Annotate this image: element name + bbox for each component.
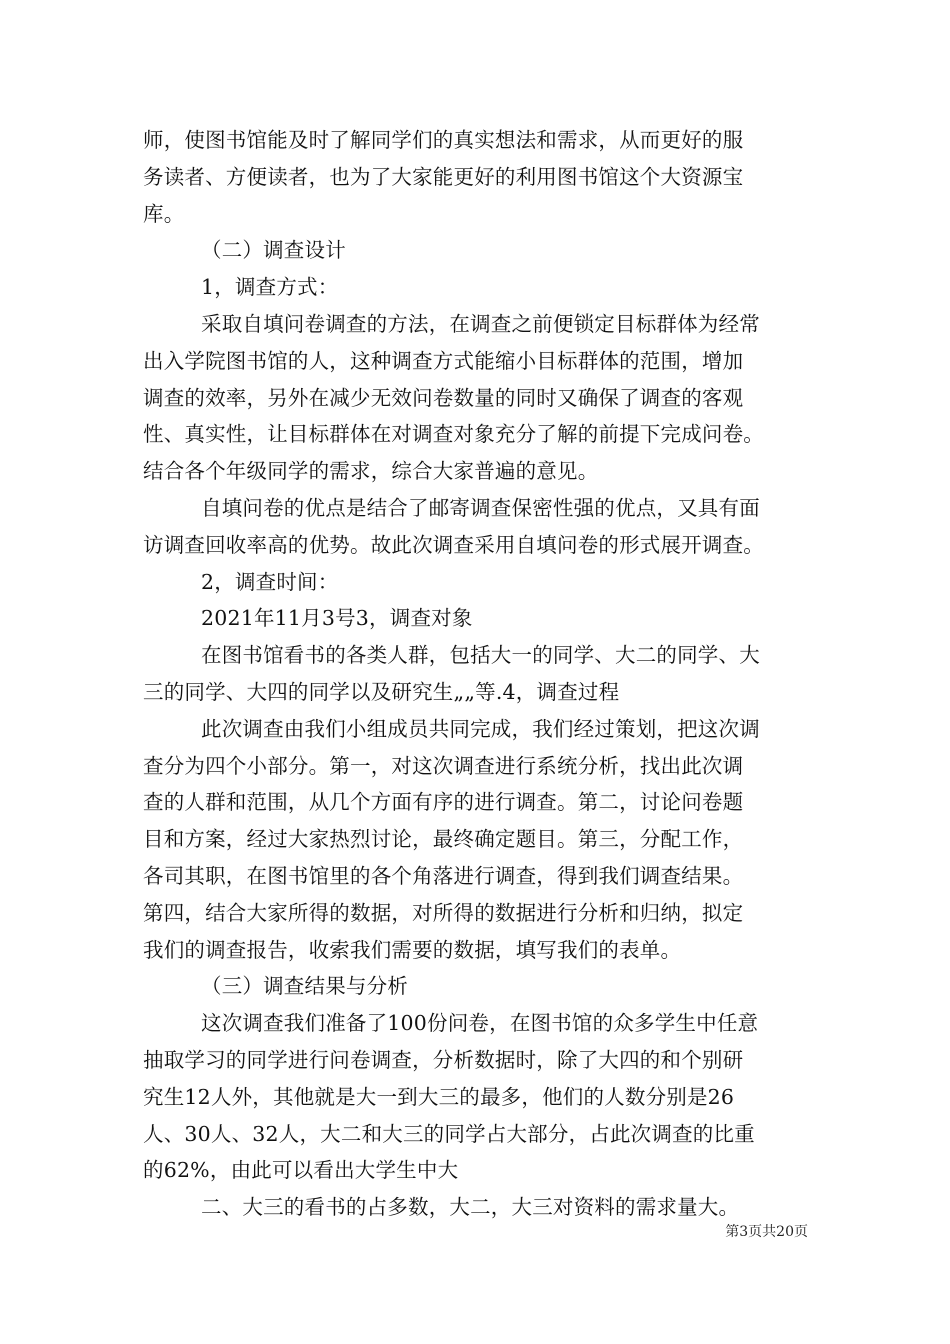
text-line: 我们的调查报告，收索我们需要的数据，填写我们的表单。: [143, 937, 682, 962]
paragraph: [143, 306, 813, 490]
text-line: 第四，结合大家所得的数据，对所得的数据进行分析和归纳，拟定: [143, 900, 744, 925]
paragraph: [143, 1005, 813, 1189]
paragraph: [143, 968, 813, 1005]
paragraph: [143, 232, 813, 269]
text-line: 二、大三的看书的占多数，大二，大三对资料的需求量大。: [201, 1195, 740, 1220]
text-line: 目和方案，经过大家热烈讨论，最终确定题目。第三，分配工作，: [143, 827, 744, 852]
text-line: 访调查回收率高的优势。故此次调查采用自填问卷的形式展开调查。: [143, 532, 764, 557]
text-line: 查的人群和范围，从几个方面有序的进行调查。第二，讨论问卷题: [143, 790, 744, 815]
text-line: 这次调查我们准备了100份问卷，在图书馆的众多学生中任意: [201, 1011, 759, 1036]
text-line: （二）调查设计: [201, 238, 346, 263]
text-line: 自填问卷的优点是结合了邮寄调查保密性强的优点，又具有面: [201, 495, 760, 520]
text-line: 抽取学习的同学进行问卷调查，分析数据时，除了大四的和个别研: [143, 1047, 744, 1072]
text-line: 的62%，由此可以看出大学生中大: [143, 1158, 459, 1183]
text-line: 库。: [143, 201, 185, 226]
text-line: 师，使图书馆能及时了解同学们的真实想法和需求，从而更好的服: [143, 128, 744, 152]
text-line: 结合各个年级同学的需求，综合大家普遍的意见。: [143, 459, 599, 484]
paragraph: [143, 564, 813, 601]
paragraph: [143, 122, 813, 232]
text-line: 采取自填问卷调查的方法，在调查之前便锁定目标群体为经常: [201, 311, 760, 336]
paragraph: [143, 637, 813, 711]
text-line: 此次调查由我们小组成员共同完成，我们经过策划，把这次调: [201, 716, 760, 741]
text-line: 各司其职，在图书馆里的各个角落进行调查，得到我们调查结果。: [143, 863, 744, 888]
text-line: 人、30人、32人，大二和大三的同学占大部分，占此次调查的比重: [143, 1121, 755, 1146]
text-line: 查分为四个小部分。第一，对这次调查进行系统分析，找出此次调: [143, 753, 744, 778]
text-line: 在图书馆看书的各类人群，包括大一的同学、大二的同学、大: [201, 643, 760, 668]
text-line: 2021年11月3号3，调查对象: [201, 606, 473, 631]
text-line: （三）调查结果与分析: [201, 974, 408, 999]
paragraph: [143, 490, 813, 564]
paragraph: [143, 600, 813, 637]
text-line: 出入学院图书馆的人，这种调查方式能缩小目标群体的范围，增加: [143, 348, 744, 373]
text-line: 1，调查方式：: [201, 275, 339, 300]
body-text: [143, 122, 813, 1226]
paragraph: [143, 711, 813, 969]
text-line: 2，调查时间：: [201, 569, 339, 594]
text-line: 性、真实性，让目标群体在对调查对象充分了解的前提下完成问卷。: [143, 422, 764, 447]
page-number: 第3页共20页: [725, 1224, 808, 1240]
text-line: 三的同学、大四的同学以及研究生„„等.4，调查过程: [143, 679, 620, 704]
paragraph: [143, 269, 813, 306]
text-line: 究生12人外，其他就是大一到大三的最多，他们的人数分别是26: [143, 1084, 735, 1109]
text-line: 务读者、方便读者，也为了大家能更好的利用图书馆这个大资源宝: [143, 164, 744, 189]
text-line: 调查的效率，另外在减少无效问卷数量的同时又确保了调查的客观: [143, 385, 744, 410]
